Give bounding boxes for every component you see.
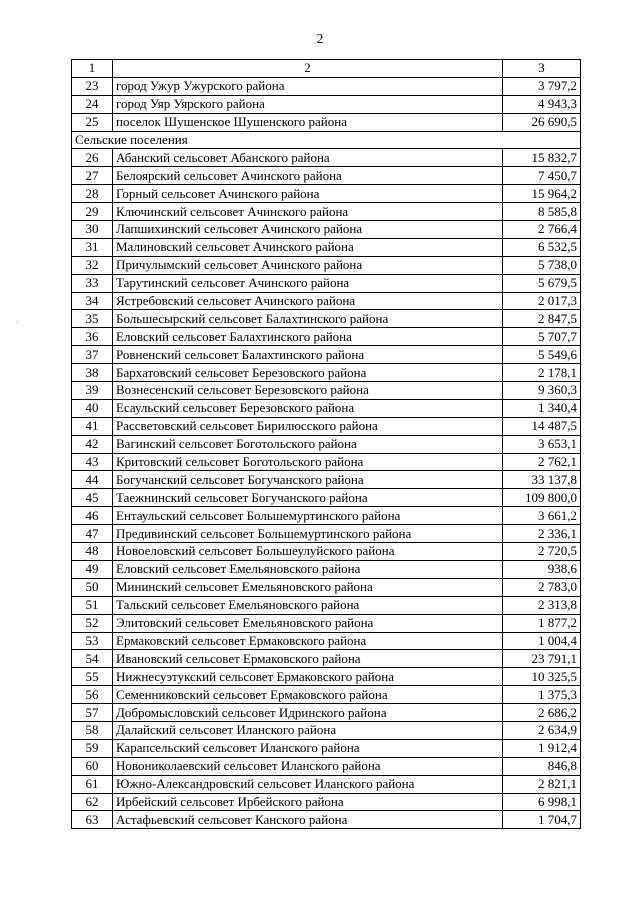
table-row xyxy=(72,650,581,668)
row-number-cell: 46 xyxy=(72,507,113,525)
row-name-cell: Таежнинский сельсовет Богучанского района xyxy=(113,489,503,507)
row-number-cell: 51 xyxy=(72,596,113,614)
table-row xyxy=(72,238,581,256)
table-row xyxy=(72,328,581,346)
row-number-cell: 42 xyxy=(72,435,113,453)
table-row xyxy=(72,167,581,185)
row-value-cell: 1 004,4 xyxy=(503,632,581,650)
row-number-cell: 48 xyxy=(72,543,113,561)
header-cell-1: 1 xyxy=(72,60,113,78)
page-number: 2 xyxy=(316,32,324,47)
row-value-cell: 23 791,1 xyxy=(503,650,581,668)
row-value-cell: 6 998,1 xyxy=(503,793,581,811)
table-row xyxy=(72,77,581,95)
table-row xyxy=(72,721,581,739)
table-row xyxy=(72,346,581,364)
table-row xyxy=(72,704,581,722)
row-value-cell: 5 707,7 xyxy=(503,328,581,346)
row-value-cell: 2 783,0 xyxy=(503,578,581,596)
row-number-cell: 59 xyxy=(72,739,113,757)
row-value-cell: 3 797,2 xyxy=(503,77,581,95)
row-value-cell: 2 017,3 xyxy=(503,292,581,310)
table-row xyxy=(72,203,581,221)
row-name-cell: Большесырский сельсовет Балахтинского района xyxy=(113,310,503,328)
row-number-cell: 62 xyxy=(72,793,113,811)
row-number-cell: 49 xyxy=(72,560,113,578)
row-name-cell: Карапсельский сельсовет Иланского района xyxy=(113,739,503,757)
row-number-cell: 60 xyxy=(72,757,113,775)
table-row xyxy=(72,775,581,793)
table-row xyxy=(72,560,581,578)
table-row xyxy=(72,525,581,543)
row-number-cell: 38 xyxy=(72,364,113,382)
row-name-cell: Ивановский сельсовет Ермаковского района xyxy=(113,650,503,668)
row-name-cell: Вознесенский сельсовет Березовского района xyxy=(113,382,503,400)
row-name-cell: Критовский сельсовет Боготольского района xyxy=(113,453,503,471)
table-row xyxy=(72,95,581,113)
table-row xyxy=(72,543,581,561)
row-value-cell: 33 137,8 xyxy=(503,471,581,489)
row-name-cell: Элитовский сельсовет Емельяновского района xyxy=(113,614,503,632)
row-value-cell: 2 634,9 xyxy=(503,721,581,739)
table-row xyxy=(72,149,581,167)
table-row xyxy=(72,435,581,453)
row-name-cell: Причулымский сельсовет Ачинского района xyxy=(113,256,503,274)
row-value-cell: 1 912,4 xyxy=(503,739,581,757)
row-number-cell: 27 xyxy=(72,167,113,185)
table-row xyxy=(72,364,581,382)
table-header-row xyxy=(72,60,581,78)
row-value-cell: 2 686,2 xyxy=(503,704,581,722)
row-value-cell: 15 964,2 xyxy=(503,185,581,203)
table-row xyxy=(72,310,581,328)
table-row xyxy=(72,453,581,471)
row-value-cell: 846,8 xyxy=(503,757,581,775)
table-row xyxy=(72,757,581,775)
row-number-cell: 58 xyxy=(72,721,113,739)
row-number-cell: 56 xyxy=(72,686,113,704)
row-number-cell: 40 xyxy=(72,399,113,417)
row-number-cell: 41 xyxy=(72,417,113,435)
row-number-cell: 63 xyxy=(72,811,113,829)
row-number-cell: 29 xyxy=(72,203,113,221)
table-row xyxy=(72,256,581,274)
row-name-cell: Ермаковский сельсовет Ермаковского района xyxy=(113,632,503,650)
table-row xyxy=(72,382,581,400)
row-name-cell: Богучанский сельсовет Богучанского района xyxy=(113,471,503,489)
row-value-cell: 2 313,8 xyxy=(503,596,581,614)
table-row xyxy=(72,739,581,757)
row-number-cell: 30 xyxy=(72,221,113,239)
section-title: Сельские поселения xyxy=(72,131,581,149)
row-number-cell: 26 xyxy=(72,149,113,167)
row-value-cell: 26 690,5 xyxy=(503,113,581,131)
row-name-cell: Вагинский сельсовет Боготольского района xyxy=(113,435,503,453)
row-name-cell: Мининский сельсовет Емельяновского района xyxy=(113,578,503,596)
row-value-cell: 15 832,7 xyxy=(503,149,581,167)
row-name-cell: Есаульский сельсовет Березовского района xyxy=(113,399,503,417)
row-number-cell: 43 xyxy=(72,453,113,471)
row-value-cell: 1 704,7 xyxy=(503,811,581,829)
row-name-cell: Новоеловский сельсовет Большеулуйского района xyxy=(113,543,503,561)
row-number-cell: 47 xyxy=(72,525,113,543)
header-cell-3: 3 xyxy=(503,60,581,78)
row-number-cell: 28 xyxy=(72,185,113,203)
table-row xyxy=(72,417,581,435)
row-value-cell: 2 720,5 xyxy=(503,543,581,561)
row-value-cell: 14 487,5 xyxy=(503,417,581,435)
header-cell-2: 2 xyxy=(113,60,503,78)
row-value-cell: 3 661,2 xyxy=(503,507,581,525)
row-value-cell: 6 532,5 xyxy=(503,238,581,256)
row-name-cell: Тарутинский сельсовет Ачинского района xyxy=(113,274,503,292)
row-value-cell: 2 178,1 xyxy=(503,364,581,382)
table-row xyxy=(72,793,581,811)
table-row xyxy=(72,578,581,596)
row-number-cell: 31 xyxy=(72,238,113,256)
row-value-cell: 4 943,3 xyxy=(503,95,581,113)
table-row xyxy=(72,292,581,310)
row-name-cell: Белоярский сельсовет Ачинского района xyxy=(113,167,503,185)
data-table xyxy=(71,59,581,829)
row-number-cell: 45 xyxy=(72,489,113,507)
row-value-cell: 1 340,4 xyxy=(503,399,581,417)
table-row xyxy=(72,596,581,614)
table-row xyxy=(72,632,581,650)
row-name-cell: Еловский сельсовет Балахтинского района xyxy=(113,328,503,346)
row-name-cell: Абанский сельсовет Абанского района xyxy=(113,149,503,167)
row-value-cell: 2 766,4 xyxy=(503,221,581,239)
row-name-cell: Ястребовский сельсовет Ачинского района xyxy=(113,292,503,310)
table-row xyxy=(72,221,581,239)
row-value-cell: 2 847,5 xyxy=(503,310,581,328)
row-value-cell: 9 360,3 xyxy=(503,382,581,400)
row-value-cell: 2 336,1 xyxy=(503,525,581,543)
row-number-cell: 54 xyxy=(72,650,113,668)
row-number-cell: 39 xyxy=(72,382,113,400)
row-value-cell: 5 679,5 xyxy=(503,274,581,292)
table-row xyxy=(72,399,581,417)
row-name-cell: город Уяр Уярского района xyxy=(113,95,503,113)
row-number-cell: 55 xyxy=(72,668,113,686)
table-row xyxy=(72,507,581,525)
row-name-cell: Ровненский сельсовет Балахтинского района xyxy=(113,346,503,364)
row-value-cell: 5 549,6 xyxy=(503,346,581,364)
row-number-cell: 32 xyxy=(72,256,113,274)
table-row xyxy=(72,686,581,704)
table-row xyxy=(72,113,581,131)
table-row xyxy=(72,489,581,507)
row-name-cell: Ирбейский сельсовет Ирбейского района xyxy=(113,793,503,811)
row-number-cell: 25 xyxy=(72,113,113,131)
row-name-cell: Лапшихинский сельсовет Ачинского района xyxy=(113,221,503,239)
row-name-cell: Ентаульский сельсовет Большемуртинского района xyxy=(113,507,503,525)
row-value-cell: 2 821,1 xyxy=(503,775,581,793)
row-number-cell: 37 xyxy=(72,346,113,364)
row-value-cell: 5 738,0 xyxy=(503,256,581,274)
row-number-cell: 36 xyxy=(72,328,113,346)
row-name-cell: Тальский сельсовет Емельяновского района xyxy=(113,596,503,614)
row-value-cell: 938,6 xyxy=(503,560,581,578)
table-row xyxy=(72,185,581,203)
section-row xyxy=(72,131,581,149)
table-row xyxy=(72,614,581,632)
row-value-cell: 2 762,1 xyxy=(503,453,581,471)
row-name-cell: Далайский сельсовет Иланского района xyxy=(113,721,503,739)
row-value-cell: 8 585,8 xyxy=(503,203,581,221)
table-row xyxy=(72,668,581,686)
row-name-cell: поселок Шушенское Шушенского района xyxy=(113,113,503,131)
row-number-cell: 44 xyxy=(72,471,113,489)
row-name-cell: Еловский сельсовет Емельяновского района xyxy=(113,560,503,578)
row-name-cell: Предивинский сельсовет Большемуртинского района xyxy=(113,525,503,543)
row-number-cell: 57 xyxy=(72,704,113,722)
table-row xyxy=(72,471,581,489)
row-name-cell: Малиновский сельсовет Ачинского района xyxy=(113,238,503,256)
row-name-cell: Семенниковский сельсовет Ермаковского района xyxy=(113,686,503,704)
row-number-cell: 50 xyxy=(72,578,113,596)
row-name-cell: Бархатовский сельсовет Березовского района xyxy=(113,364,503,382)
row-name-cell: Ключинский сельсовет Ачинского района xyxy=(113,203,503,221)
row-value-cell: 3 653,1 xyxy=(503,435,581,453)
row-name-cell: Нижнесуэтукский сельсовет Ермаковского района xyxy=(113,668,503,686)
row-number-cell: 23 xyxy=(72,77,113,95)
table-row xyxy=(72,811,581,829)
row-number-cell: 33 xyxy=(72,274,113,292)
table-row xyxy=(72,274,581,292)
row-value-cell: 1 375,3 xyxy=(503,686,581,704)
row-name-cell: Новониколаевский сельсовет Иланского района xyxy=(113,757,503,775)
row-number-cell: 61 xyxy=(72,775,113,793)
row-name-cell: Рассветовский сельсовет Бирилюсского района xyxy=(113,417,503,435)
row-name-cell: Астафьевский сельсовет Канского района xyxy=(113,811,503,829)
row-number-cell: 24 xyxy=(72,95,113,113)
row-name-cell: Южно-Александровский сельсовет Иланского района xyxy=(113,775,503,793)
row-value-cell: 1 877,2 xyxy=(503,614,581,632)
row-number-cell: 34 xyxy=(72,292,113,310)
row-value-cell: 7 450,7 xyxy=(503,167,581,185)
row-number-cell: 35 xyxy=(72,310,113,328)
row-name-cell: город Ужур Ужурского района xyxy=(113,77,503,95)
row-name-cell: Горный сельсовет Ачинского района xyxy=(113,185,503,203)
stray-mark: · xyxy=(16,318,19,327)
row-number-cell: 52 xyxy=(72,614,113,632)
row-number-cell: 53 xyxy=(72,632,113,650)
row-name-cell: Добромысловский сельсовет Идринского района xyxy=(113,704,503,722)
row-value-cell: 10 325,5 xyxy=(503,668,581,686)
row-value-cell: 109 800,0 xyxy=(503,489,581,507)
